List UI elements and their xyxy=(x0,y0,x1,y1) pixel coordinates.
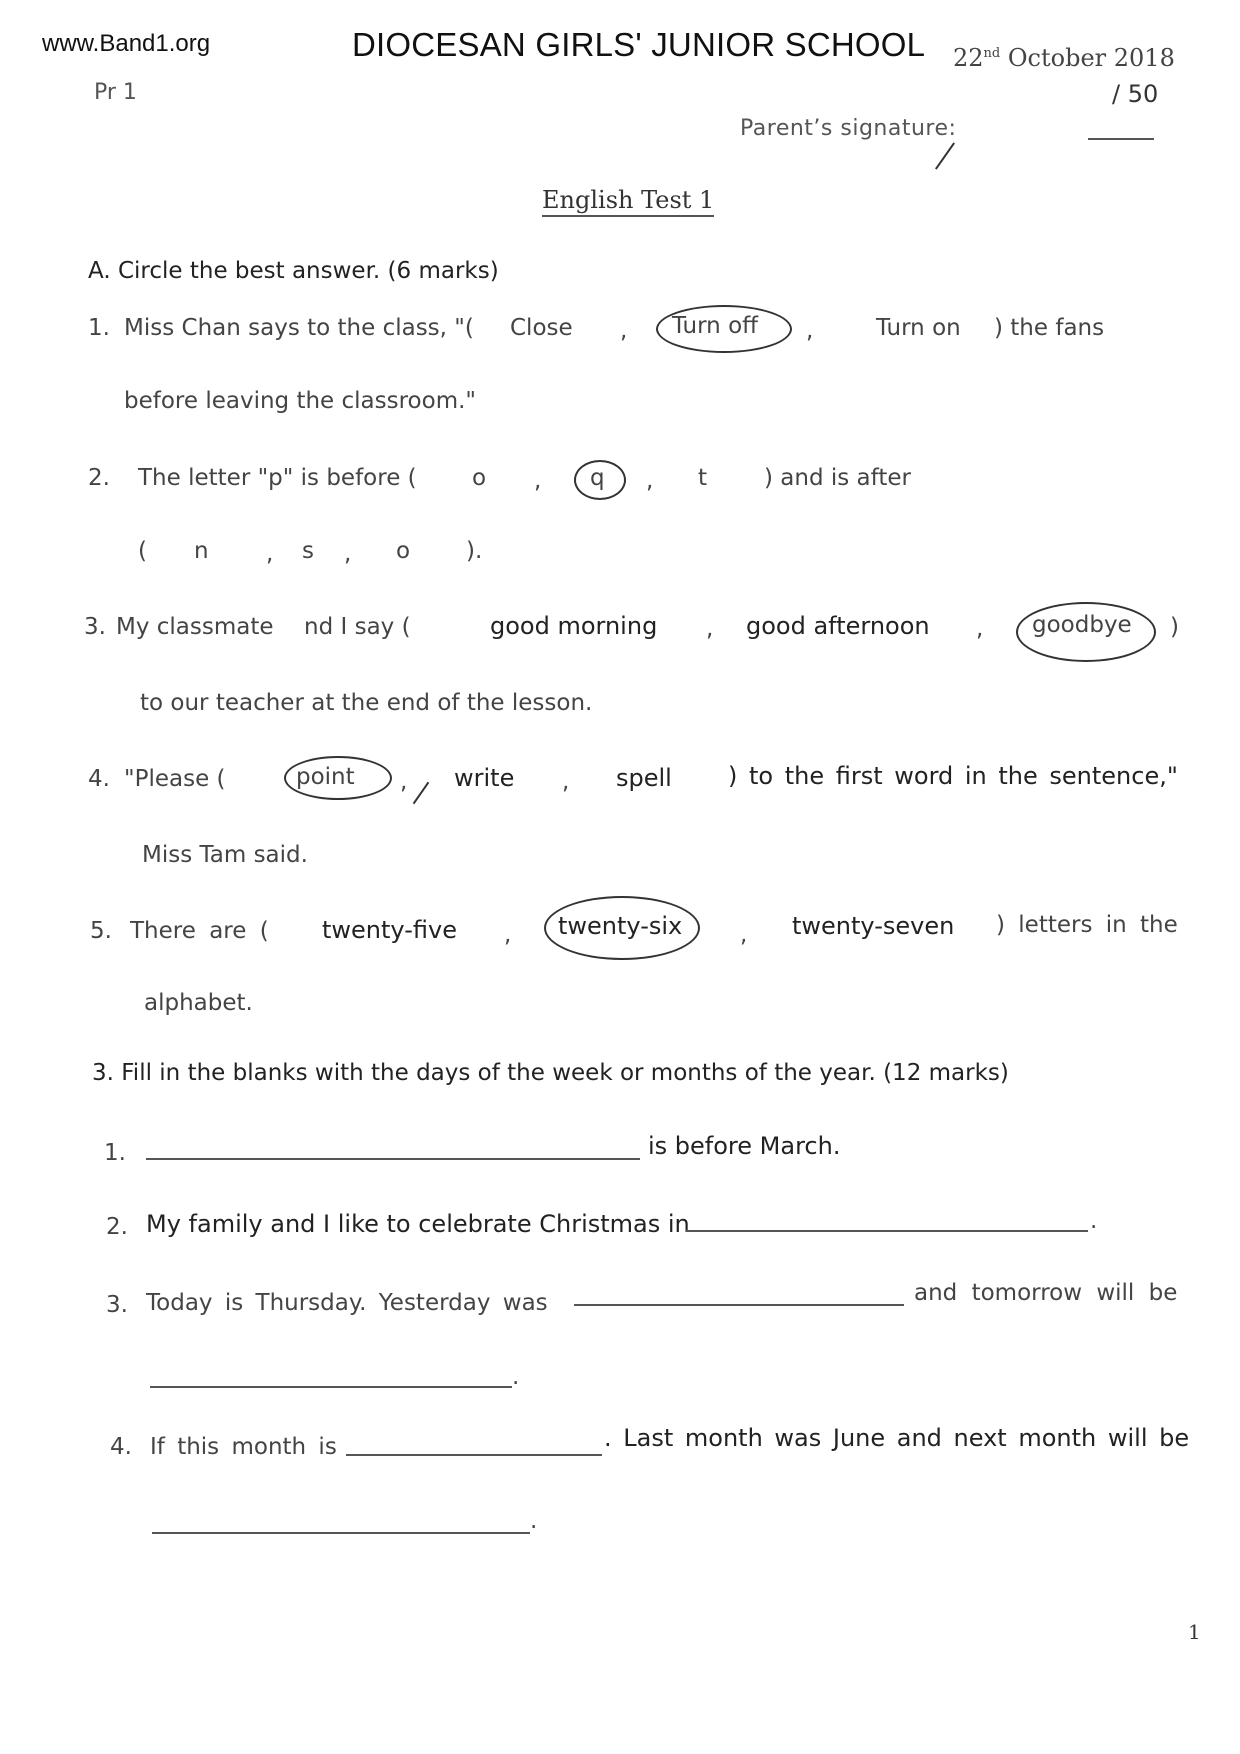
q2-line2-sep-1: , xyxy=(266,541,274,567)
q1-option-turn-on: Turn on xyxy=(876,315,961,341)
b-q4-number: 4. xyxy=(110,1434,132,1460)
q2-option-o: o xyxy=(472,465,487,491)
q4-number: 4. xyxy=(88,766,110,792)
section-a-heading: A. Circle the best answer. (6 marks) xyxy=(88,258,499,284)
b-q4-after: . Last month was June and next month will be xyxy=(604,1424,1190,1452)
q4-option-write: write xyxy=(454,764,515,792)
section-b-heading: 3. Fill in the blanks with the days of the week or months of the year. (12 marks) xyxy=(92,1060,1009,1086)
b-q2-before: My family and I like to celebrate Christmas in xyxy=(146,1210,690,1238)
q5-sep-1: , xyxy=(504,922,512,948)
q5-continuation: alphabet. xyxy=(144,990,253,1016)
q2-option-t: t xyxy=(698,465,708,491)
q4-prefix: "Please ( xyxy=(124,766,226,792)
parent-signature-label: Parent’s signature: xyxy=(740,116,957,141)
q1-suffix: ) the fans xyxy=(994,315,1105,341)
q2-sep-1: , xyxy=(534,468,542,494)
q5-option-twenty-seven: twenty-seven xyxy=(792,912,955,940)
q1-prefix: Miss Chan says to the class, "( xyxy=(124,315,474,341)
q2-option-o-2: o xyxy=(396,538,411,564)
q3-sep-2: , xyxy=(976,616,984,642)
q1-sep-1: , xyxy=(620,318,628,344)
b-q4-end: . xyxy=(530,1508,538,1534)
b-q1-after: is before March. xyxy=(648,1132,841,1160)
test-title: English Test 1 xyxy=(542,186,714,217)
q5-prefix: There are ( xyxy=(130,918,269,944)
website-watermark: www.Band1.org xyxy=(42,30,211,57)
q1-sep-2: , xyxy=(806,318,814,344)
b-q3-blank-yesterday xyxy=(574,1304,904,1306)
q1-option-turn-off: Turn off xyxy=(672,313,758,339)
q2-answer-circle xyxy=(574,460,626,500)
q5-sep-2: , xyxy=(740,922,748,948)
q5-option-twenty-six: twenty-six xyxy=(558,912,683,940)
q2-suffix: ) and is after xyxy=(764,465,911,491)
test-date: 22nd October 2018 xyxy=(953,44,1175,72)
b-q2-end: . xyxy=(1090,1208,1098,1234)
q2-option-q: q xyxy=(590,465,605,491)
b-q4-blank-this-month xyxy=(346,1454,602,1456)
q2-line2-open: ( xyxy=(138,538,147,564)
q1-answer-circle xyxy=(656,305,792,353)
total-marks: / 50 xyxy=(1112,80,1159,108)
b-q1-number: 1. xyxy=(104,1140,126,1166)
q3-option-good-morning: good morning xyxy=(490,612,658,640)
q3-answer-circle xyxy=(1016,602,1156,662)
q1-number: 1. xyxy=(88,315,110,341)
q3-prefix-2: nd I say ( xyxy=(304,614,411,640)
q4-option-point: point xyxy=(296,764,355,790)
b-q3-blank-tomorrow xyxy=(150,1386,512,1388)
q4-sep-2: , xyxy=(562,769,570,795)
q4-continuation: Miss Tam said. xyxy=(142,842,308,868)
q2-number: 2. xyxy=(88,465,110,491)
q2-line2-sep-2: , xyxy=(344,541,352,567)
b-q1-blank xyxy=(146,1158,640,1160)
q2-option-s: s xyxy=(302,538,314,564)
b-q2-blank xyxy=(686,1230,1088,1232)
q3-continuation: to our teacher at the end of the lesson. xyxy=(140,690,593,716)
q4-sep-1: , xyxy=(400,769,408,795)
q4-suffix: ) to the first word in the sentence," xyxy=(728,762,1178,790)
q3-option-good-afternoon: good afternoon xyxy=(746,612,930,640)
q1-continuation: before leaving the classroom." xyxy=(124,388,476,414)
b-q3-after: and tomorrow will be xyxy=(914,1280,1178,1306)
q5-number: 5. xyxy=(90,918,112,944)
b-q3-end: . xyxy=(512,1364,520,1390)
page-number: 1 xyxy=(1188,1620,1201,1644)
q2-prefix: The letter "p" is before ( xyxy=(138,465,417,491)
signature-line xyxy=(1088,138,1154,140)
q5-suffix: ) letters in the xyxy=(996,912,1178,938)
q5-answer-circle xyxy=(544,896,700,960)
q1-option-close: Close xyxy=(510,315,573,341)
b-q4-blank-next-month xyxy=(152,1532,530,1534)
b-q3-before: Today is Thursday. Yesterday was xyxy=(146,1290,548,1316)
q2-sep-2: , xyxy=(646,468,654,494)
b-q2-number: 2. xyxy=(106,1214,128,1240)
q3-option-goodbye: goodbye xyxy=(1032,612,1132,638)
signature-tick-mark xyxy=(935,142,955,169)
q3-suffix: ) xyxy=(1170,614,1179,640)
school-name: DIOCESAN GIRLS' JUNIOR SCHOOL xyxy=(352,26,926,63)
q2-line2-close: ). xyxy=(466,538,483,564)
b-q4-before: If this month is xyxy=(150,1434,337,1460)
q5-option-twenty-five: twenty-five xyxy=(322,916,457,944)
q3-sep-1: , xyxy=(706,616,714,642)
q3-number: 3. xyxy=(84,614,106,640)
q2-option-n: n xyxy=(194,538,209,564)
class-label: Pr 1 xyxy=(94,80,137,105)
q4-option-spell: spell xyxy=(616,764,672,792)
q4-answer-circle xyxy=(284,756,392,800)
q4-tick-mark xyxy=(413,782,430,804)
b-q3-number: 3. xyxy=(106,1292,128,1318)
q3-prefix: My classmate xyxy=(116,614,274,640)
